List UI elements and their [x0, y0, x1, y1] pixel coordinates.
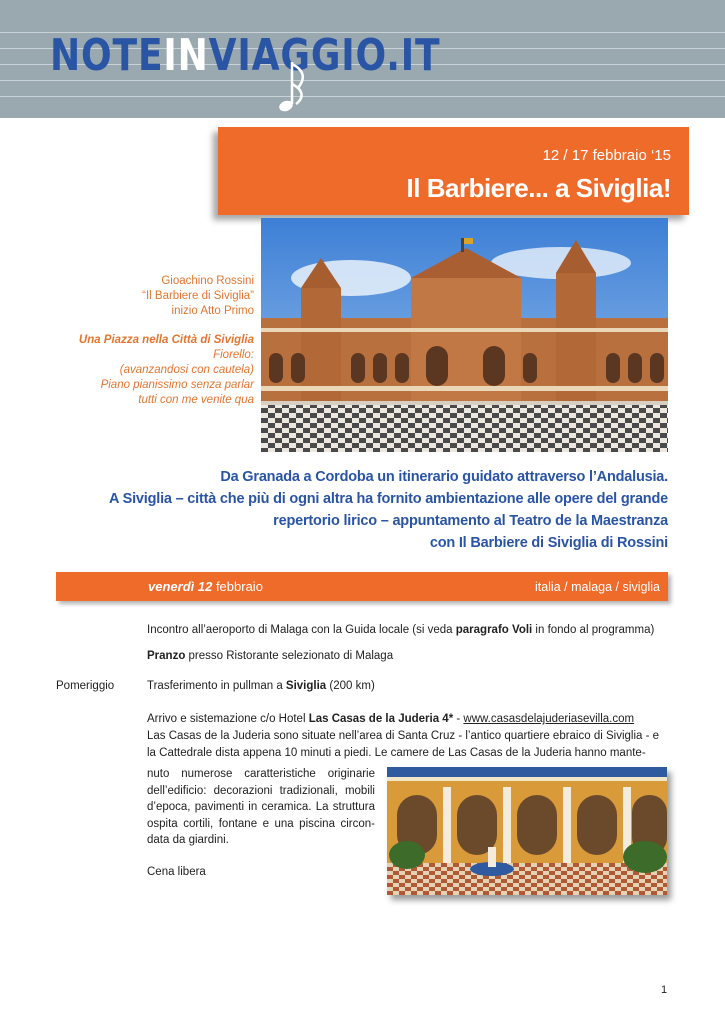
page-title: Il Barbiere... a Siviglia!: [406, 173, 671, 203]
arrival-pre: Arrivo e sistemazione c/o Hotel: [147, 713, 309, 725]
logo-text-dot: .: [386, 30, 401, 81]
libretto-excerpt: [79, 333, 254, 408]
plaza-de-espana-photo: [261, 218, 668, 452]
day-weekday: venerdì 12: [148, 579, 213, 594]
hotel-website-link[interactable]: www.casasdelajuderiasevilla.com: [463, 713, 635, 725]
arrival-text: [147, 711, 634, 727]
meeting-bold: paragrafo Voli: [455, 624, 533, 636]
intro-line: A Siviglia – città che più di ogni altra ha fornito ambientazione alle opere del grande: [109, 491, 668, 507]
libretto-line: tutti con me venite qua: [138, 394, 254, 406]
intro-line: con Il Barbiere di Siviglia di Rossini: [429, 535, 668, 551]
intro-line: Da Granada a Cordoba un itinerario guidato attraverso l’Andalusia.: [220, 469, 668, 485]
transfer-pre: Trasferimento in pullman a: [147, 680, 286, 692]
hotel-description-line: Las Casas de la Juderia sono situate nell’area di Santa Cruz - l’antico quartiere ebraico di Siviglia - e: [147, 730, 660, 742]
scene-title: Una Piazza nella Città di Siviglia: [78, 334, 254, 346]
dinner-text: Cena libera: [147, 866, 206, 878]
stage-direction: (avanzandosi con cautela): [119, 364, 254, 376]
meeting-text: [147, 622, 654, 638]
music-note-icon: [270, 58, 310, 118]
composer-name: Gioachino Rossini: [161, 275, 254, 287]
day-header-band: [56, 572, 668, 601]
transfer-post: (200 km): [326, 680, 375, 692]
lunch-bold: Pranzo: [147, 650, 186, 662]
site-logo[interactable]: [50, 30, 440, 81]
afternoon-label: Pomeriggio: [56, 680, 115, 692]
act-info: inizio Atto Primo: [171, 305, 254, 317]
logo-text-it: IT: [400, 30, 441, 81]
title-box: [218, 127, 689, 215]
opera-credit: [142, 274, 254, 319]
arrival-dash: -: [453, 713, 464, 725]
transfer-bold: Siviglia: [285, 680, 327, 692]
meeting-pre: Incontro all’aeroporto di Malaga con la Guida locale (si veda: [147, 624, 456, 636]
hotel-description-wrap: nuto numerose caratteristiche originarie dell’edificio: decorazioni tradizionali, mobili d’epoca, pavimenti in ceramica. La struttura ospita cortili, fontane e una piscina circon-data da giardini.: [147, 768, 375, 846]
character-name: Fiorello:: [213, 349, 254, 361]
day-locations: italia / malaga / siviglia: [534, 580, 660, 594]
lunch-text: [147, 648, 393, 664]
opera-title: “Il Barbiere di Siviglia”: [142, 290, 254, 302]
page-number: 1: [661, 984, 668, 996]
meeting-post: in fondo al programma): [532, 624, 655, 636]
intro-line: repertorio lirico – appuntamento al Teatro de la Maestranza: [273, 513, 668, 529]
libretto-line: Piano pianissimo senza parlar: [100, 379, 254, 391]
day-month: febbraio: [212, 579, 263, 594]
day-date: [148, 579, 263, 594]
staff-line: [0, 96, 725, 97]
lunch-rest: presso Ristorante selezionato di Malaga: [185, 650, 394, 662]
logo-text-viaggio: VIAGGIO: [208, 30, 387, 81]
intro-text: [48, 466, 668, 554]
logo-text-in: IN: [163, 30, 209, 81]
trip-dates: 12 / 17 febbraio ‘15: [542, 147, 671, 164]
hotel-name: Las Casas de la Juderia 4*: [308, 713, 454, 725]
transfer-text: [147, 678, 375, 694]
logo-text-note: NOTE: [50, 30, 164, 81]
header-banner: [0, 0, 725, 118]
hotel-description-line: la Cattedrale dista appena 10 minuti a piedi. Le camere de Las Casas de la Juderia hanno mante-: [147, 747, 646, 759]
hotel-courtyard-photo: [387, 767, 667, 895]
